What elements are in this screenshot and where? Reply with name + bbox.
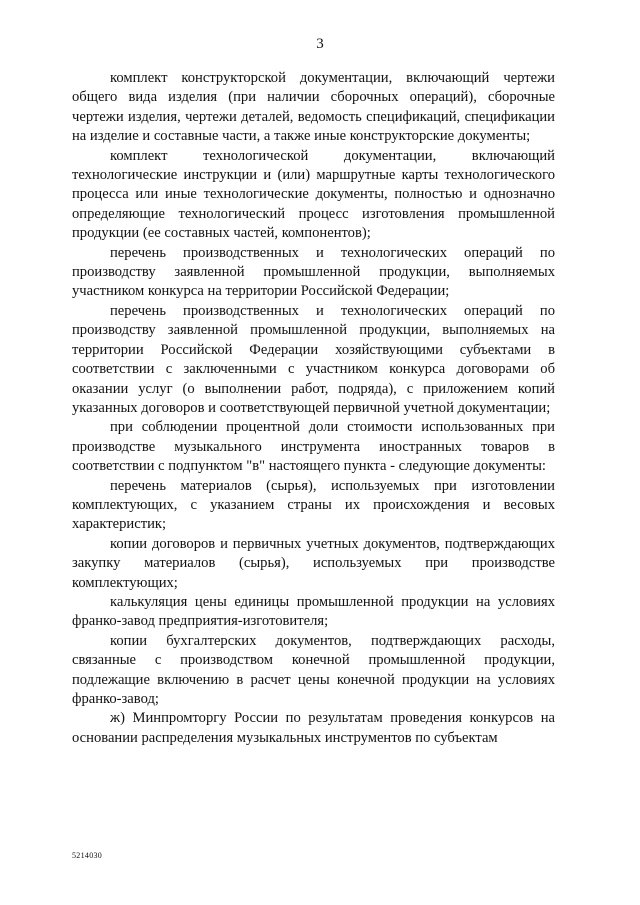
paragraph-design-docs: комплект конструкторской документации, включающий чертежи общего вида изделия (при наличии сборочных операций), сборочные чертежи изделия, чертежи деталей, ведомость спецификаций, спецификации на изделие и составные части, а также иные конструкторские документы; — [72, 70, 555, 145]
paragraph-operations-participant: перечень производственных и технологических операций по производству заявленной промышленной продукции, выполняемых участником конкурса на территории Российской Федерации; — [72, 244, 555, 300]
page-number: 3 — [316, 36, 324, 52]
paragraph-contracts-copies: копии договоров и первичных учетных документов, подтверждающих закупку материалов (сырья), используемых при производстве комплектующих; — [72, 535, 555, 591]
paragraph-tech-docs: комплект технологической документации, включающий технологические инструкции и (или) маршрутные карты технологического процесса или иные технологические документы, полностью и однозначно определяющие технологический процесс изготовления промышленной продукции (ее составных частей, компонентов); — [72, 147, 555, 242]
paragraph-price-calculation: калькуляция цены единицы промышленной продукции на условиях франко-завод предприятия-изготовителя; — [72, 593, 555, 630]
document-code: 5214030 — [72, 851, 103, 860]
document-body — [72, 69, 555, 748]
paragraph-foreign-goods-share: при соблюдении процентной доли стоимости использованных при производстве музыкального инструмента иностранных товаров в соответствии с подпунктом "в" настоящего пункта - следующие документы: — [72, 419, 555, 475]
paragraph-ministry-item: ж) Минпромторгу России по результатам проведения конкурсов на основании распределения музыкальных инструментов по субъектам — [72, 710, 555, 746]
paragraph-materials-list: перечень материалов (сырья), используемых при изготовлении комплектующих, с указанием страны их происхождения и весовых характеристик; — [72, 477, 555, 533]
paragraph-operations-contractors: перечень производственных и технологических операций по производству заявленной промышленной продукции, выполняемых на территории Российской Федерации хозяйствующими субъектами в соответствии с заключенными с участником конкурса договорами об оказании услуг (о выполнении работ, подряда), с приложением копий указанных договоров и соответствующей первичной учетной документации; — [72, 302, 555, 416]
paragraph-accounting-docs: копии бухгалтерских документов, подтверждающих расходы, связанные с производством конечной промышленной продукции, подлежащие включению в расчет цены конечной продукции на условиях франко-завод; — [72, 632, 555, 707]
